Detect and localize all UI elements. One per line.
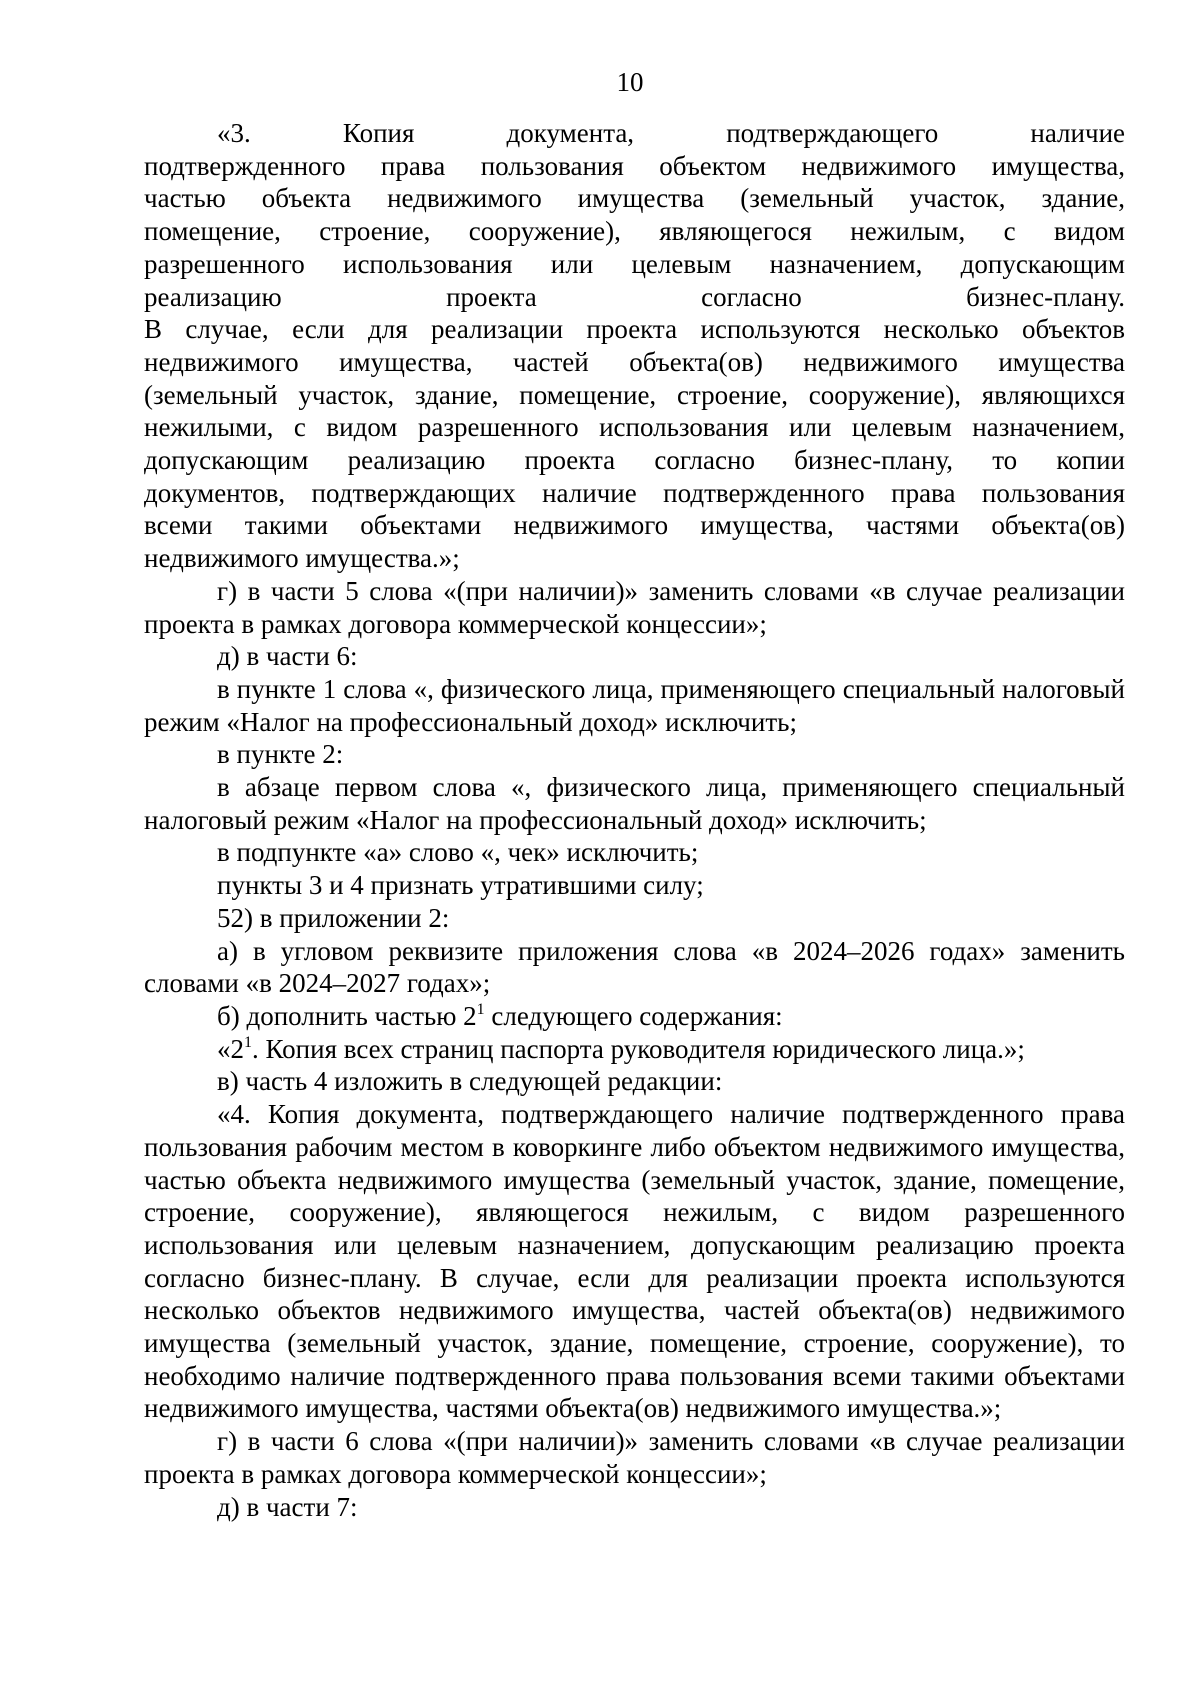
- text-line: В случае, если для реализации проекта используются несколько объектов: [144, 314, 1125, 345]
- text-line: недвижимого имущества, частей объекта(ов) недвижимого имущества: [144, 346, 1125, 377]
- paragraph-quote-2-1: [144, 1033, 1125, 1066]
- text-line: (земельный участок, здание, помещение, строение, сооружение), являющихся: [144, 379, 1125, 410]
- text-line: помещение, строение, сооружение), являющегося нежилым, с видом: [144, 216, 1125, 247]
- text-line: «3. Копия документа, подтверждающего наличие: [217, 118, 1125, 148]
- paragraph-points-3-4: пункты 3 и 4 признать утратившими силу;: [217, 870, 704, 901]
- text-line: частью объекта недвижимого имущества (земельный участок, здание,: [144, 183, 1125, 214]
- quote-text-tail: . Копия всех страниц паспорта руководителя юридического лица.»;: [252, 1033, 1025, 1064]
- page-number: 10: [616, 67, 644, 97]
- text-line: подтвержденного права пользования объектом недвижимого имущества,: [144, 150, 1125, 181]
- text-line: разрешенного использования или целевым назначением, допускающим: [144, 248, 1125, 279]
- paragraph-point-2-abzac: в абзаце первом слова «, физического лица, применяющего специальный налоговый режим «Налог на профессиональный доход» исключить;: [144, 772, 1125, 835]
- item-b-text: б) дополнить частью 2: [217, 1000, 477, 1031]
- paragraph-item-v: в) часть 4 изложить в следующей редакции:: [217, 1066, 723, 1097]
- item-b-text-tail: следующего содержания:: [484, 1000, 783, 1031]
- text-line: допускающим реализацию проекта согласно бизнес-плану, то копии: [144, 445, 1125, 476]
- paragraph-subpoint-a: в подпункте «а» слово «, чек» исключить;: [217, 837, 699, 868]
- paragraph-item-d-part7: д) в части 7:: [217, 1491, 358, 1522]
- text-line: документов, подтверждающих наличие подтвержденного права пользования: [144, 477, 1125, 508]
- paragraph-item-g-part6: г) в части 6 слова «(при наличии)» заменить словами «в случае реализации проекта в рамках договора коммерческой концессии»;: [144, 1426, 1125, 1489]
- document-body: [144, 117, 1125, 1523]
- paragraph-point-1: в пункте 1 слова «, физического лица, применяющего специальный налоговый режим «Налог на профессиональный доход» исключить;: [144, 673, 1125, 737]
- paragraph-item-d-part6: д) в части 6:: [217, 641, 358, 672]
- paragraph-item-b: [144, 1000, 1125, 1033]
- paragraph-quote-part4: «4. Копия документа, подтверждающего наличие подтвержденного права пользования рабочим местом в коворкинге либо объектом недвижимого имущества, частью объекта недвижимого имущества (земельный участок, здание, помещение, строение, сооружение), являющегося нежилым, с видом разрешенного использования или целевым назначением, допускающим реализацию проекта согласно бизнес-плану. В случае, если для реализации проекта используются несколько объектов недвижимого имущества, частей объекта(ов) недвижимого имущества (земельный участок, здание, помещение, строение, сооружение), то необходимо наличие подтвержденного права пользования всеми такими объектами недвижимого имущества, частями объекта(ов) недвижимого имущества.»;: [144, 1099, 1125, 1424]
- text-line: реализацию проекта согласно бизнес-плану.: [144, 281, 1125, 312]
- text-line: всеми такими объектами недвижимого имущества, частями объекта(ов): [144, 510, 1125, 541]
- superscript: 1: [476, 1000, 485, 1018]
- paragraph-item-52: 52) в приложении 2:: [217, 902, 450, 933]
- paragraph-item-a: а) в угловом реквизите приложения слова «в 2024–2026 годах» заменить словами «в 2024–2027 годах»;: [144, 935, 1125, 999]
- paragraph-point-2: в пункте 2:: [217, 739, 344, 770]
- quote-text: «2: [217, 1033, 244, 1064]
- paragraph-item-g-part5: г) в части 5 слова «(при наличии)» заменить словами «в случае реализации проекта в рамках договора коммерческой концессии»;: [144, 575, 1125, 639]
- text-line: нежилыми, с видом разрешенного использования или целевым назначением,: [144, 412, 1125, 443]
- superscript: 1: [244, 1033, 252, 1051]
- text-line: недвижимого имущества.»;: [144, 543, 460, 574]
- quoted-part-3: [144, 117, 1125, 575]
